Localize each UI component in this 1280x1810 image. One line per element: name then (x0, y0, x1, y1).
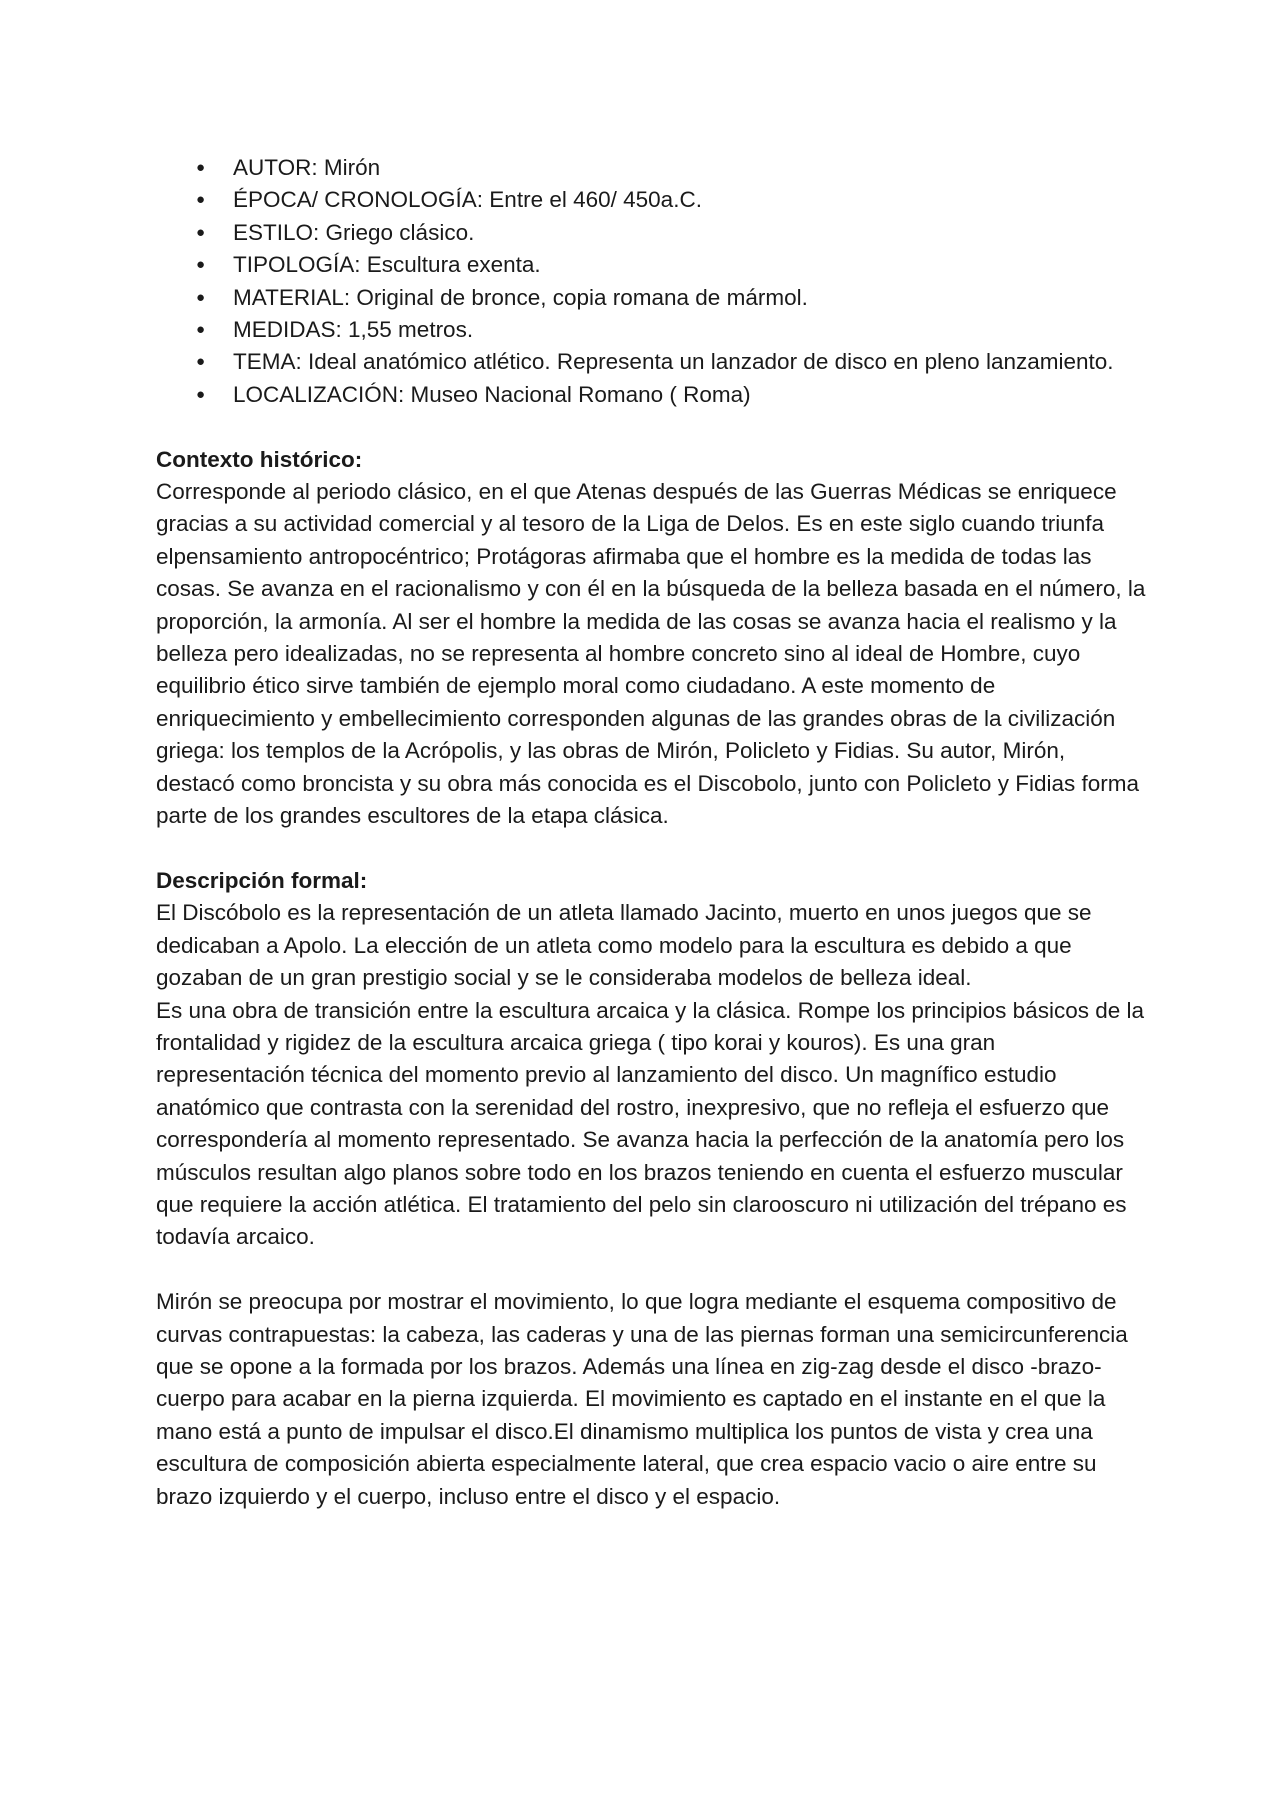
section-paragraph: El Discóbolo es la representación de un atleta llamado Jacinto, muerto en unos juegos que se dedicaban a Apolo. La elección de un atleta como modelo para la escultura es debido a que gozaban de un gran prestigio social y se le consideraba modelos de belleza ideal. (156, 900, 1092, 991)
fact-text: ÉPOCA/ CRONOLOGÍA: Entre el 460/ 450a.C. (233, 187, 702, 213)
bullet-icon: ● (196, 385, 206, 403)
section-paragraph: Es una obra de transición entre la escultura arcaica y la clásica. Rompe los principios básicos de la frontalidad y rigidez de la escultura arcaica griega ( tipo korai y kouros). Es una gran representación técnica del momento previo al lanzamiento del disco. Un magnífico estudio anatómico que contrasta con la serenidad del rostro, inexpresivo, que no refleja el esfuerzo que correspondería al momento representado. Se avanza hacia la perfección de la anatomía pero los músculos resultan algo planos sobre todo en los brazos teniendo en cuenta el esfuerzo muscular que requiere la acción atlética. El tratamiento del pelo sin clarooscuro ni utilización del trépano es todavía arcaico. (156, 997, 1145, 1250)
section-paragraph: Mirón se preocupa por mostrar el movimiento, lo que logra mediante el esquema compositivo de curvas contrapuestas: la cabeza, las caderas y una de las piernas forman una semicircunferencia que se opone a la formada por los brazos. Además una línea en zig-zag desde el disco -brazo-cuerpo para acabar en la pierna izquierda. El movimiento es captado en el instante en el que la mano está a punto de impulsar el disco.El dinamismo multiplica los puntos de vista y crea una escultura de composición abierta especialmente lateral, que crea espacio vacio o aire entre su brazo izquierdo y el cuerpo, incluso entre el disco y el espacio. (156, 1289, 1128, 1509)
document-content (156, 152, 1146, 1513)
bullet-icon: ● (196, 223, 206, 241)
fact-item-localizacion (156, 379, 1146, 411)
fact-item-medidas (156, 314, 1146, 346)
fact-text: LOCALIZACIÓN: Museo Nacional Romano ( Roma) (233, 381, 751, 407)
fact-item-tipologia (156, 249, 1146, 281)
artwork-facts-list (156, 152, 1146, 411)
fact-text: ESTILO: Griego clásico. (233, 219, 475, 245)
section-descripcion-formal (156, 865, 1146, 1513)
bullet-icon: ● (196, 288, 206, 306)
fact-item-estilo (156, 217, 1146, 249)
bullet-icon: ● (196, 256, 206, 274)
fact-text: MATERIAL: Original de bronce, copia romana de mármol. (233, 284, 808, 310)
section-heading: Contexto histórico: (156, 446, 363, 472)
fact-text: TEMA: Ideal anatómico atlético. Representa un lanzador de disco en pleno lanzamiento. (233, 349, 1114, 375)
section-contexto-historico (156, 444, 1146, 833)
section-paragraph: Corresponde al periodo clásico, en el que Atenas después de las Guerras Médicas se enriquece gracias a su actividad comercial y al tesoro de la Liga de Delos. Es en este siglo cuando triunfa elpensamiento antropocéntrico; Protágoras afirmaba que el hombre es la medida de todas las cosas. Se avanza en el racionalismo y con él en la búsqueda de la belleza basada en el número, la proporción, la armonía. Al ser el hombre la medida de las cosas se avanza hacia el realismo y la belleza pero idealizadas, no se representa al hombre concreto sino al ideal de Hombre, cuyo equilibrio ético sirve también de ejemplo moral como ciudadano. A este momento de enriquecimiento y embellecimiento corresponden algunas de las grandes obras de la civilización griega: los templos de la Acrópolis, y las obras de Mirón, Policleto y Fidias. Su autor, Mirón, destacó como broncista y su obra más conocida es el Discobolo, junto con Policleto y Fidias forma parte de los grandes escultores de la etapa clásica. (156, 479, 1146, 829)
fact-text: MEDIDAS: 1,55 metros. (233, 317, 474, 343)
bullet-icon: ● (196, 353, 206, 371)
fact-item-tema (156, 346, 1146, 378)
fact-text: AUTOR: Mirón (233, 155, 381, 180)
bullet-icon: ● (196, 321, 206, 339)
fact-item-autor (156, 152, 1146, 184)
bullet-icon: ● (196, 159, 206, 176)
fact-item-material (156, 282, 1146, 314)
fact-text: TIPOLOGÍA: Escultura exenta. (233, 252, 541, 278)
bullet-icon: ● (196, 191, 206, 209)
fact-item-epoca (156, 184, 1146, 216)
section-heading: Descripción formal: (156, 867, 368, 893)
